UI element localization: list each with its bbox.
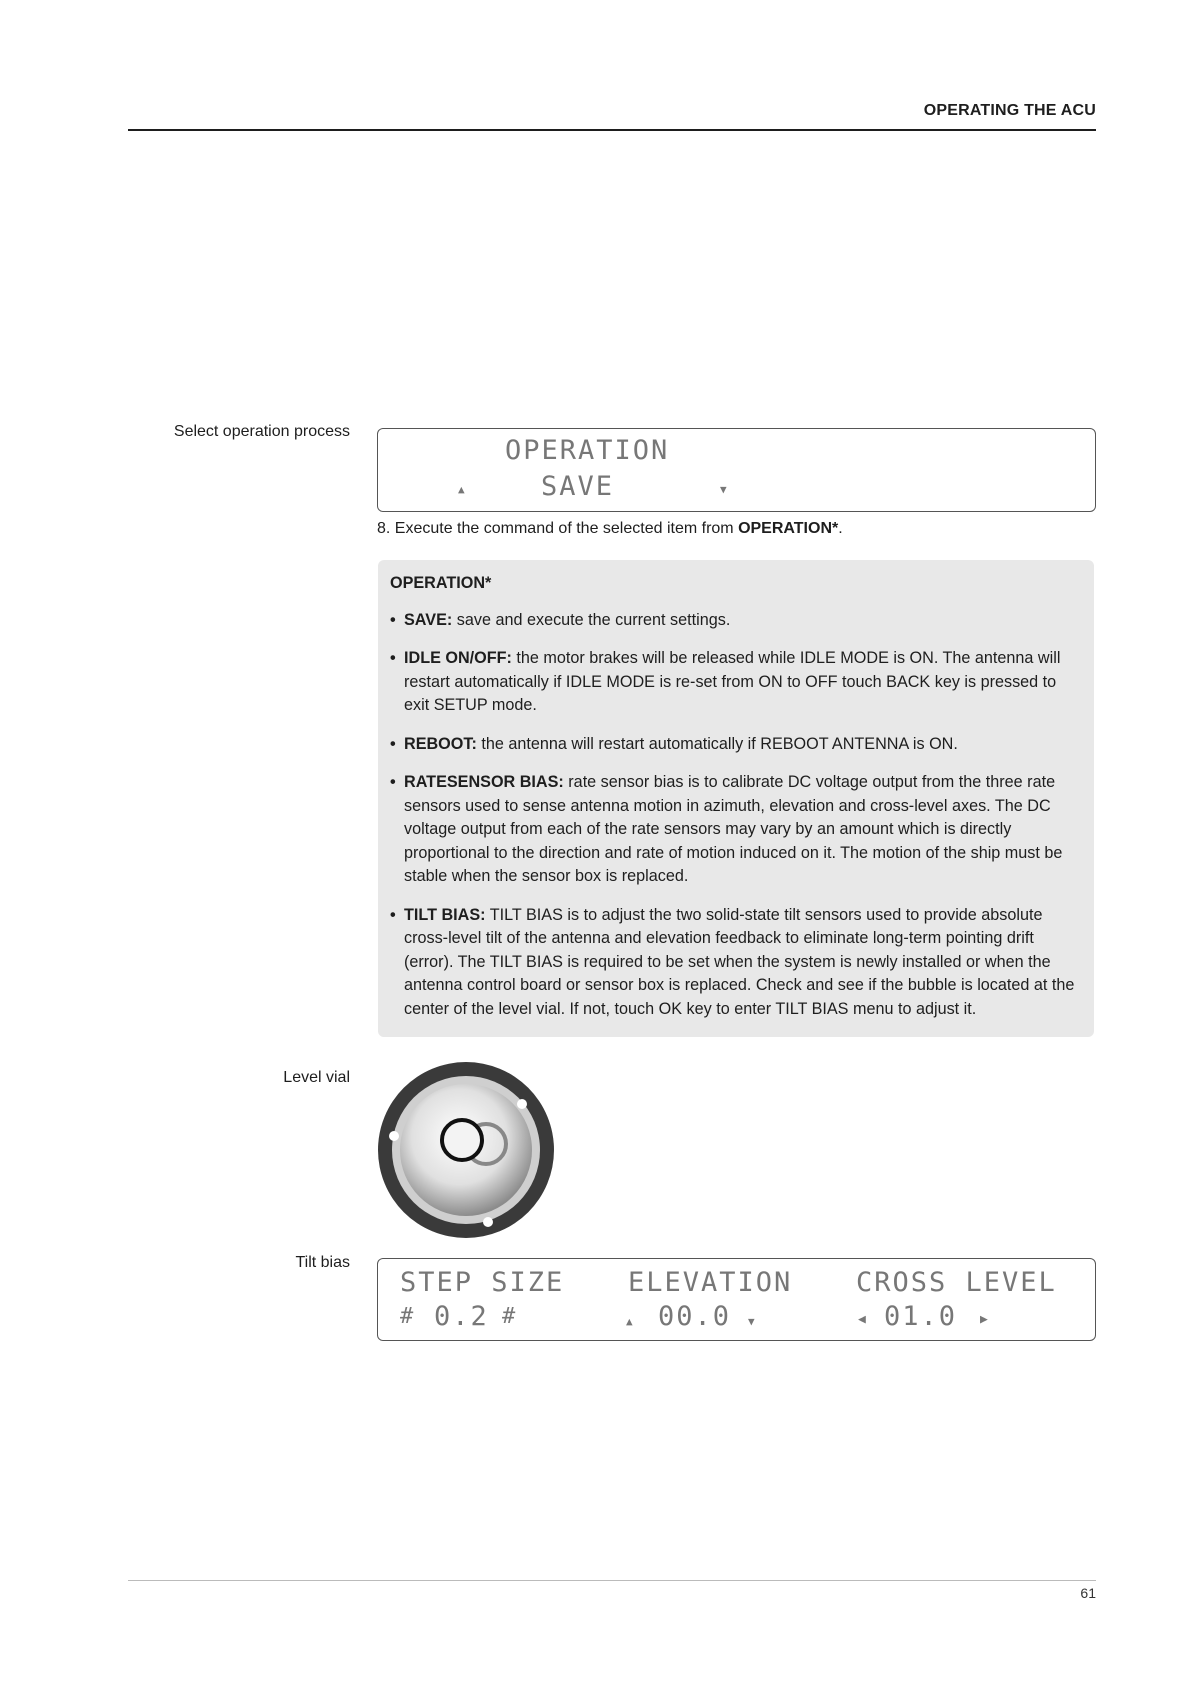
- label-tilt-bias: Tilt bias: [295, 1254, 350, 1271]
- hash-icon: #: [400, 1304, 414, 1329]
- bullet-term: SAVE:: [404, 610, 453, 629]
- bullet-body: [404, 733, 1084, 757]
- bullet-body: [404, 647, 1084, 718]
- bullet-text: save and execute the current settings.: [452, 610, 731, 629]
- bullet-idle: [390, 647, 1084, 718]
- lcd-step-size-value: 0.2: [434, 1301, 489, 1332]
- level-vial-image: [376, 1060, 556, 1240]
- header-rule: [128, 129, 1096, 131]
- lcd-operation-value: SAVE: [541, 471, 615, 502]
- operation-info-panel: [378, 560, 1094, 1037]
- down-arrow-icon: ▼: [720, 483, 727, 496]
- bullet-dot: •: [390, 610, 396, 629]
- bullet-save: [390, 609, 1084, 633]
- lcd-elevation-value: 00.0: [658, 1301, 732, 1332]
- bullet-ratesensor: [390, 771, 1084, 889]
- left-arrow-icon: ◀: [858, 1312, 866, 1327]
- bullet-body: [404, 771, 1084, 889]
- bullet-text: rate sensor bias is to calibrate DC voltage output from the three rate sensors used to sense antenna motion in azimuth, elevation and cross-level axes. The DC voltage output from each of the rate sensors may vary by an amount which is directly proportional to the direction and rate of motion induced on it. The motion of the ship must be stable when the sensor box is replaced.: [404, 773, 1063, 885]
- label-select-operation: Select operation process: [173, 423, 350, 440]
- footer-rule: [128, 1580, 1096, 1581]
- step-8-instruction: [377, 520, 843, 538]
- bullet-dot: •: [390, 773, 396, 791]
- bullet-text: the antenna will restart automatically if REBOOT ANTENNA is ON.: [476, 734, 958, 753]
- bullet-tilt-bias: [390, 904, 1084, 1022]
- bullet-text: the motor brakes will be released while IDLE MODE is ON. The antenna will restart automatically if IDLE MODE is re-set from ON to OFF touch BACK key is pressed to exit SETUP mode.: [404, 649, 1061, 714]
- down-arrow-icon: ▼: [748, 1315, 755, 1328]
- bullet-dot: •: [390, 649, 396, 667]
- bullet-term: RATESENSOR BIAS:: [404, 773, 564, 791]
- lcd-operation-display: [377, 428, 1096, 512]
- step-8-bold: OPERATION*: [738, 520, 839, 537]
- right-arrow-icon: ▶: [980, 1312, 988, 1327]
- step-8-text: 8. Execute the command of the selected item from: [377, 520, 739, 537]
- bullet-dot: •: [390, 905, 396, 924]
- lcd-cross-level-value: 01.0: [884, 1301, 958, 1332]
- lcd-elevation-label: ELEVATION: [628, 1267, 793, 1298]
- bullet-term: IDLE ON/OFF:: [404, 649, 512, 667]
- bullet-text: TILT BIAS is to adjust the two solid-state tilt sensors used to provide absolute cross-level tilt of the antenna and elevation feedback to eliminate long-term pointing drift (error). The TILT BIAS is required to be set when the system is newly installed or when the antenna control board or sensor box is replaced. Check and see if the bubble is located at the center of the level vial. If not, touch OK key to enter TILT BIAS menu to adjust it.: [404, 905, 1075, 1018]
- bullet-term: REBOOT:: [404, 734, 477, 753]
- step-8-end: .: [838, 520, 843, 537]
- up-arrow-icon: ▲: [458, 483, 465, 496]
- bullet-body: [404, 904, 1084, 1022]
- hash-icon: #: [502, 1304, 516, 1329]
- lcd-tilt-bias-display: [377, 1258, 1096, 1341]
- label-level-vial: Level vial: [283, 1069, 350, 1086]
- lcd-cross-level-label: CROSS LEVEL: [856, 1267, 1057, 1298]
- page-number: 61: [1080, 1585, 1096, 1601]
- lcd-operation-title: OPERATION: [505, 435, 670, 466]
- lcd-step-size-label: STEP SIZE: [400, 1267, 565, 1298]
- up-arrow-icon: ▲: [626, 1315, 633, 1328]
- bullet-body: [404, 609, 1084, 633]
- bullet-dot: •: [390, 734, 396, 753]
- header-title: OPERATING THE ACU: [923, 102, 1096, 119]
- bullet-term: TILT BIAS:: [404, 905, 486, 924]
- panel-title: OPERATION*: [390, 574, 492, 592]
- bullet-reboot: [390, 733, 1084, 757]
